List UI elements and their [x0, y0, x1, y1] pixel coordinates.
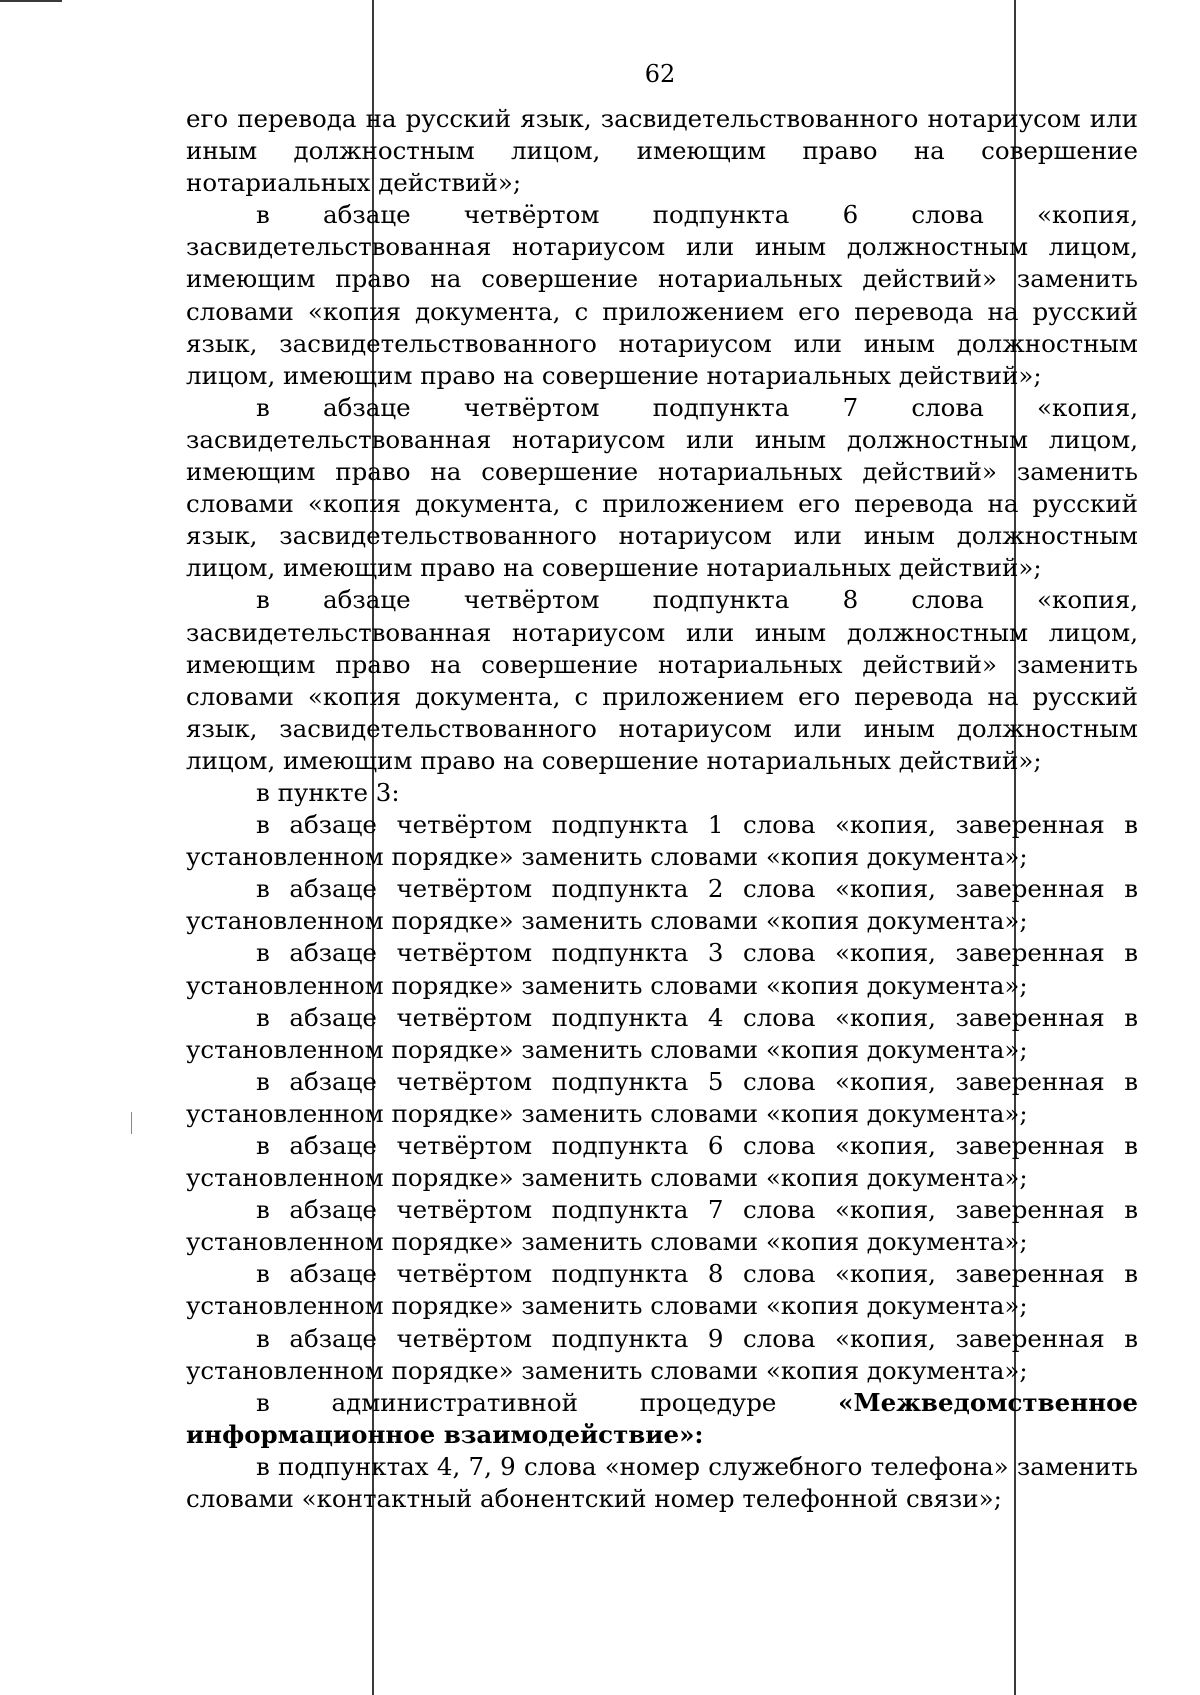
- paragraph: в абзаце четвёртом подпункта 5 слова «копия, заверенная в установленном порядке» заменить словами «копия документа»;: [186, 1066, 1138, 1128]
- paragraph: в абзаце четвёртом подпункта 4 слова «копия, заверенная в установленном порядке» заменить словами «копия документа»;: [186, 1002, 1138, 1064]
- paragraph: в абзаце четвёртом подпункта 3 слова «копия, заверенная в установленном порядке» заменить словами «копия документа»;: [186, 938, 1138, 1000]
- paragraph: в абзаце четвёртом подпункта 1 слова «копия, заверенная в установленном порядке» заменить словами «копия документа»;: [186, 810, 1138, 872]
- paragraph: в подпунктах 4, 7, 9 слова «номер служебного телефона» заменить словами «контактный абонентский номер телефонной связи»;: [186, 1451, 1138, 1514]
- procedure-name: «Межведомственное информационное взаимодействие»:: [186, 1387, 1138, 1449]
- paragraph: в абзаце четвёртом подпункта 7 слова «копия, заверенная в установленном порядке» заменить словами «копия документа»;: [186, 1195, 1138, 1257]
- paragraph: в абзаце четвёртом подпункта 8 слова «копия, засвидетельствованная нотариусом или иным должностным лицом, имеющим право на совершение нотариальных действий» заменить словами «копия документа, с приложением его перевода на русский язык, засвидетельствованного нотариусом или иным должностным лицом, имеющим право на совершение нотариальных действий»;: [186, 585, 1138, 775]
- paragraph: в абзаце четвёртом подпункта 7 слова «копия, засвидетельствованная нотариусом или иным должностным лицом, имеющим право на совершение нотариальных действий» заменить словами «копия документа, с приложением его перевода на русский язык, засвидетельствованного нотариусом или иным должностным лицом, имеющим право на совершение нотариальных действий»;: [186, 392, 1138, 583]
- scan-mark-margin: [131, 1112, 132, 1134]
- paragraph: в абзаце четвёртом подпункта 9 слова «копия, заверенная в установленном порядке» заменить словами «копия документа»;: [186, 1323, 1138, 1385]
- paragraph: в абзаце четвёртом подпункта 6 слова «копия, засвидетельствованная нотариусом или иным должностным лицом, имеющим право на совершение нотариальных действий» заменить словами «копия документа, с приложением его перевода на русский язык, засвидетельствованного нотариусом или иным должностным лицом, имеющим право на совершение нотариальных действий»;: [186, 200, 1138, 390]
- paragraph: в абзаце четвёртом подпункта 2 слова «копия, заверенная в установленном порядке» заменить словами «копия документа»;: [186, 874, 1138, 936]
- procedure-paragraph: [186, 1387, 1138, 1451]
- scan-line-top-corner: [0, 0, 62, 2]
- page-number: 62: [644, 60, 676, 88]
- document-text: [186, 103, 1138, 1515]
- paragraph: его перевода на русский язык, засвидетельствованного нотариусом или иным должностным лицом, имеющим право на совершение нотариальных действий»;: [186, 104, 1138, 198]
- paragraph: в абзаце четвёртом подпункта 6 слова «копия, заверенная в установленном порядке» заменить словами «копия документа»;: [186, 1131, 1138, 1193]
- paragraph: в абзаце четвёртом подпункта 8 слова «копия, заверенная в установленном порядке» заменить словами «копия документа»;: [186, 1259, 1138, 1321]
- procedure-prefix: в административной процедуре: [256, 1387, 839, 1417]
- paragraph: в пункте 3:: [256, 777, 400, 807]
